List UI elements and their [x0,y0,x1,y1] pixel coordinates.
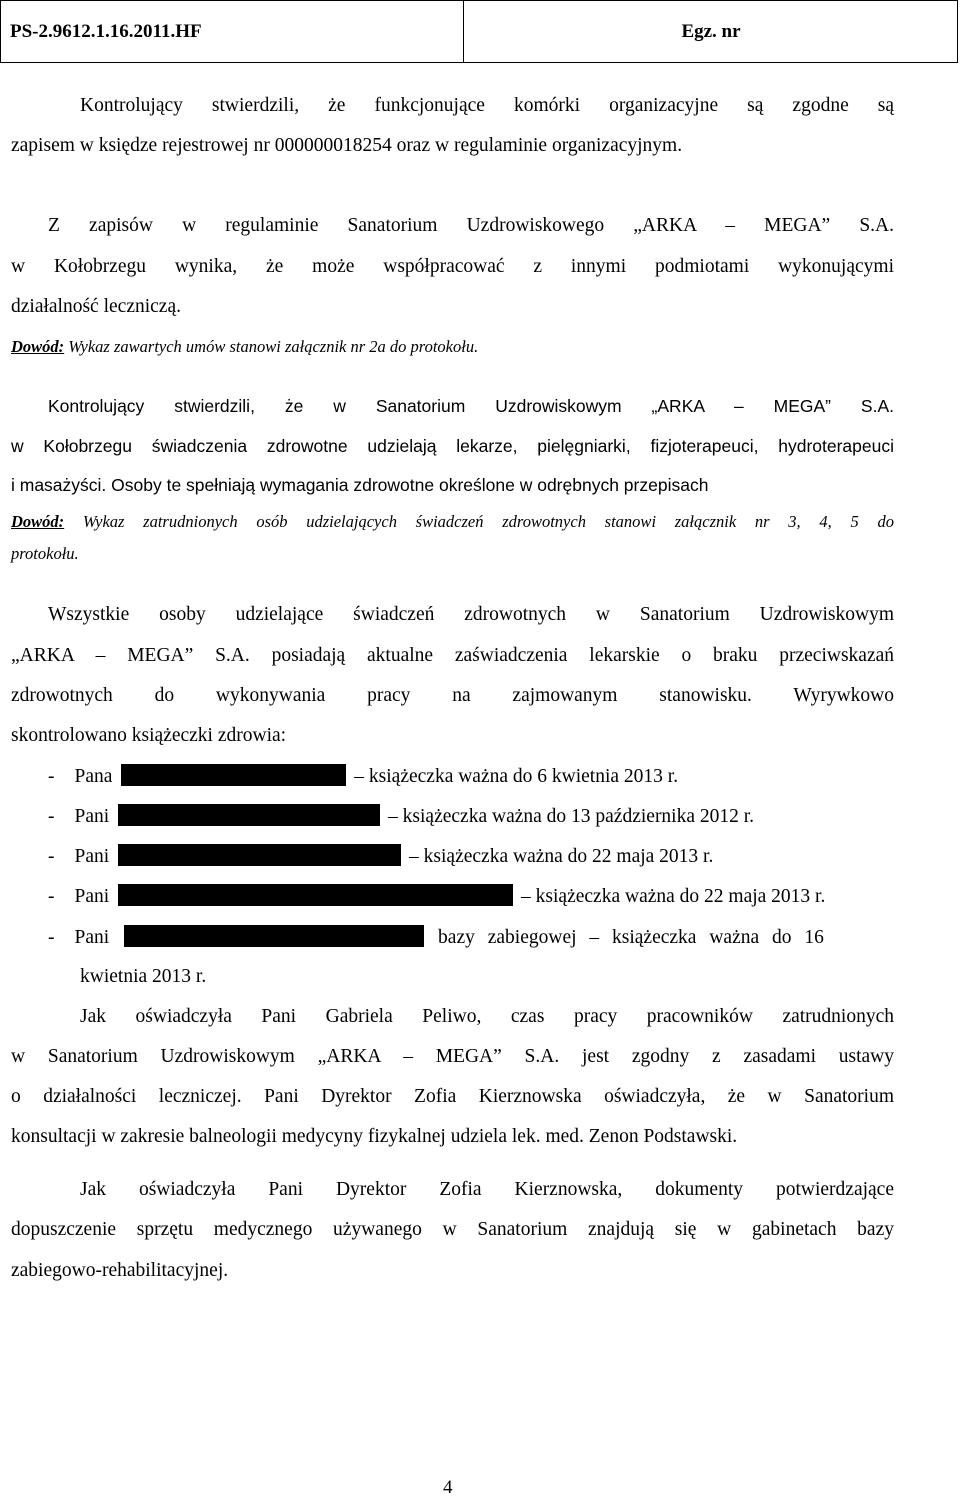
p3-line-3a: i masażyści. [11,475,107,495]
case-reference: PS-2.9612.1.16.2011.HF [1,1,464,62]
p5-line-4: konsultacji w zakresie balneologii medycyny fizykalnej udziela lek. med. Zenon Podstawski. [11,1126,738,1147]
p3-line-2: w Kołobrzegu świadczenia zdrowotne udzielają lekarze, pielęgniarki, fizjoterapeuci, hydroterapeuci [11,436,894,456]
p5-line-2: w Sanatorium Uzdrowiskowym „ARKA – MEGA” S.A. jest zgodny z zasadami ustawy [11,1046,894,1067]
dowod-1 [11,335,478,359]
list-item: - Pani – książeczka ważna do 13 października 2012 r. [48,806,755,827]
p3-line-3 [11,473,708,497]
list-item: - Pani – książeczka ważna do 22 maja 2013 r. [48,846,714,867]
dowod-label: Dowód: [11,512,65,531]
document-header [0,0,958,63]
p1-line-1: Kontrolujący stwierdzili, że funkcjonujące komórki organizacyjne są zgodne są [80,95,894,116]
dowod-text: Wykaz zawartych umów stanowi załącznik nr 2a do protokołu. [64,337,479,356]
dowod-text: Wykaz zatrudnionych osób udzielających świadczeń zdrowotnych stanowi załącznik nr 3, 4, 5 do [64,512,894,531]
dowod-2-line-2: protokołu. [11,544,79,563]
p2-line-3: działalność leczniczą. [11,296,181,317]
p4-line-1: Wszystkie osoby udzielające świadczeń zdrowotnych w Sanatorium Uzdrowiskowym [48,604,894,625]
redacted-name [124,925,424,947]
page-number: 4 [443,1477,453,1498]
p5-line-3: o działalności leczniczej. Pani Dyrektor Zofia Kierznowska oświadczyła, że w Sanatorium [11,1086,894,1107]
p2-line-2: w Kołobrzegu wynika, że może współpracować z innymi podmiotami wykonującymi [11,256,894,277]
p4-line-2: „ARKA – MEGA” S.A. posiadają aktualne zaświadczenia lekarskie o braku przeciwskazań [11,645,894,666]
p1-line-2: zapisem w księdze rejestrowej nr 000000018254 oraz w regulaminie organizacyjnym. [11,135,683,156]
p2-line-1: Z zapisów w regulaminie Sanatorium Uzdrowiskowego „ARKA – MEGA” S.A. [48,215,894,236]
p3-line-3b: Osoby te spełniają wymagania zdrowotne określone w odrębnych przepisach [106,475,709,495]
p6-line-1: Jak oświadczyła Pani Dyrektor Zofia Kierznowska, dokumenty potwierdzające [80,1179,894,1200]
p4-line-3: zdrowotnych do wykonywania pracy na zajmowanym stanowisku. Wyrywkowo [11,685,894,706]
p3-line-1: Kontrolujący stwierdzili, że w Sanatorium Uzdrowiskowym „ARKA – MEGA” S.A. [48,396,894,416]
p4-line-4: skontrolowano książeczki zdrowia: [11,725,287,746]
dowod-label: Dowód: [11,337,65,356]
p6-line-2: dopuszczenie sprzętu medycznego używanego w Sanatorium znajdują się w gabinetach bazy [11,1219,894,1240]
p6-line-3: zabiegowo-rehabilitacyjnej. [11,1260,229,1281]
redacted-name [118,884,513,906]
list-item: - Pana – książeczka ważna do 6 kwietnia 2013 r. [48,766,679,787]
list-item: - Pani – książeczka ważna do 22 maja 2013 r. [48,886,826,907]
list-item-continuation: kwietnia 2013 r. [80,966,207,987]
redacted-name [118,844,401,866]
p5-line-1: Jak oświadczyła Pani Gabriela Peliwo, czas pracy pracowników zatrudnionych [80,1006,894,1027]
redacted-name [121,764,346,786]
copy-number: Egz. nr [681,21,741,42]
dowod-2 [11,510,894,534]
redacted-name [118,804,380,826]
list-item: - Pani bazy zabiegowej – książeczka ważna do 16 [48,927,824,948]
